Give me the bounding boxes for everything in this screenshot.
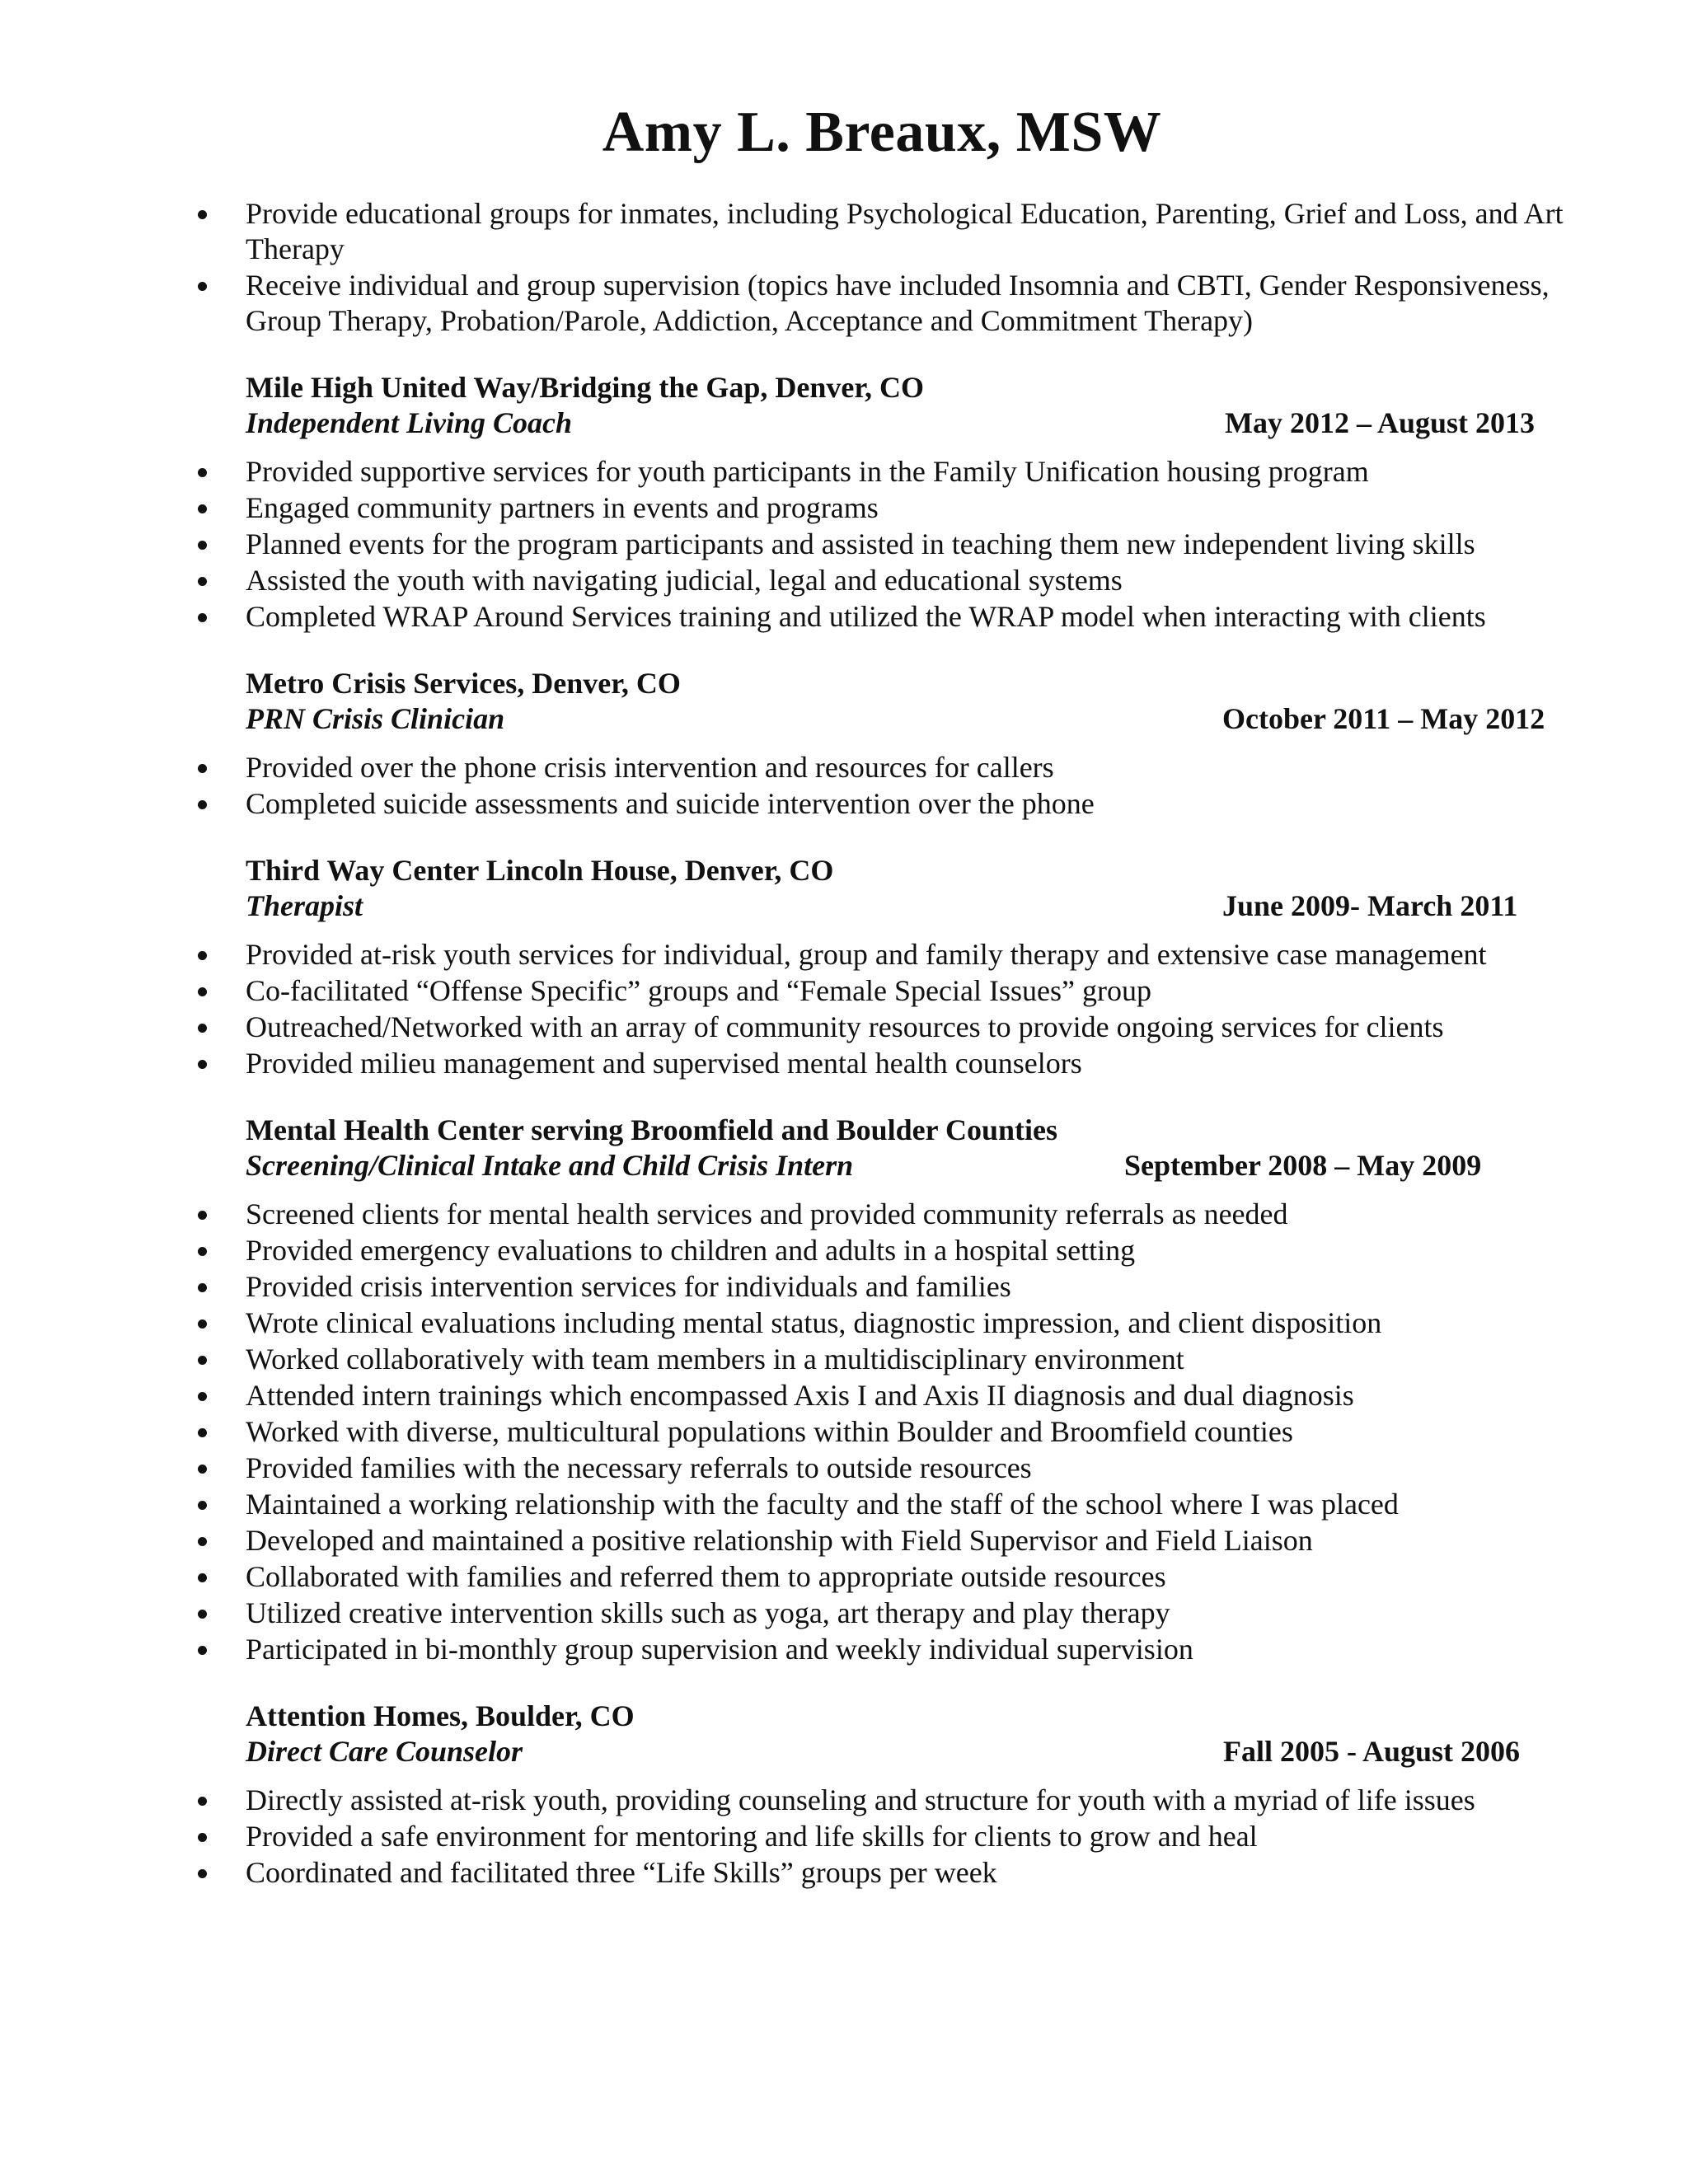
list-item: Provided a safe environment for mentoring and life skills for clients to grow and heal <box>0 1819 1688 1854</box>
bullet-dot-icon <box>198 764 207 773</box>
list-item: Maintained a working relationship with the faculty and the staff of the school where I was placed <box>0 1487 1688 1522</box>
candidate-name: Amy L. Breaux, MSW <box>602 101 1162 164</box>
employment-dates: May 2012 – August 2013 <box>1225 406 1536 439</box>
job-title: Therapist <box>246 889 363 922</box>
bullet-dot-icon <box>198 577 207 586</box>
role-line <box>0 701 1688 737</box>
bullet-dot-icon <box>198 1610 207 1619</box>
list-item: Engaged community partners in events and programs <box>0 490 1688 526</box>
list-item: Provided emergency evaluations to children and adults in a hospital setting <box>0 1233 1688 1268</box>
bullet-dot-icon <box>198 1211 207 1220</box>
employer-name: Third Way Center Lincoln House, Denver, CO <box>246 854 834 887</box>
bullet-dot-icon <box>198 1392 207 1401</box>
list-item: Directly assisted at-risk youth, providing counseling and structure for youth with a myriad of life issues <box>0 1783 1688 1818</box>
role-line <box>0 1148 1688 1183</box>
list-item: Provided crisis intervention services for individuals and families <box>0 1269 1688 1305</box>
list-item: Developed and maintained a positive relationship with Field Supervisor and Field Liaison <box>0 1523 1688 1558</box>
list-item: Planned events for the program participants and assisted in teaching them new independent living skills <box>0 527 1688 562</box>
list-item: Co-facilitated “Offense Specific” groups and “Female Special Issues” group <box>0 973 1688 1009</box>
employment-dates: June 2009- March 2011 <box>1222 889 1518 922</box>
bullet-dot-icon <box>198 1646 207 1655</box>
bullet-dot-icon <box>198 504 207 513</box>
employer-name: Attention Homes, Boulder, CO <box>246 1699 635 1732</box>
list-item: Wrote clinical evaluations including mental status, diagnostic impression, and client disposition <box>0 1305 1688 1341</box>
list-item: Worked collaboratively with team members in a multidisciplinary environment <box>0 1342 1688 1377</box>
list-item: Outreached/Networked with an array of community resources to provide ongoing services for clients <box>0 1010 1688 1045</box>
list-item: Collaborated with families and referred them to appropriate outside resources <box>0 1559 1688 1595</box>
bullet-dot-icon <box>198 1319 207 1329</box>
list-item: Screened clients for mental health services and provided community referrals as needed <box>0 1197 1688 1232</box>
bullet-dot-icon <box>198 987 207 996</box>
bullet-dot-icon <box>198 1537 207 1546</box>
role-line <box>0 1734 1688 1769</box>
bullet-dot-icon <box>198 1356 207 1365</box>
list-item: Completed WRAP Around Services training and utilized the WRAP model when interacting with clients <box>0 599 1688 635</box>
job-title: Direct Care Counselor <box>246 1735 523 1768</box>
bullet-dot-icon <box>198 951 207 960</box>
bullet-dot-icon <box>198 282 207 291</box>
bullet-dot-icon <box>198 1869 207 1878</box>
employer-name: Metro Crisis Services, Denver, CO <box>246 667 681 700</box>
list-item: Completed suicide assessments and suicide intervention over the phone <box>0 786 1688 822</box>
job-entry <box>0 1699 1688 1769</box>
job-bullet-list <box>0 1197 1688 1667</box>
list-item: Receive individual and group supervision (topics have included Insomnia and CBTI, Gender Responsiveness, Group Therapy, Probation/Parole, Addiction, Acceptance and Commitment Therapy) <box>0 268 1688 339</box>
intro-bullet-list <box>0 196 1688 339</box>
list-item: Assisted the youth with navigating judicial, legal and educational systems <box>0 563 1688 598</box>
bullet-dot-icon <box>198 1428 207 1437</box>
employer-name: Mile High United Way/Bridging the Gap, Denver, CO <box>246 371 925 404</box>
job-title: Screening/Clinical Intake and Child Crisis Intern <box>246 1149 854 1182</box>
list-item: Provided supportive services for youth participants in the Family Unification housing program <box>0 454 1688 490</box>
bullet-dot-icon <box>198 1247 207 1256</box>
job-bullet-list <box>0 454 1688 635</box>
bullet-dot-icon <box>198 541 207 550</box>
list-item: Provided families with the necessary referrals to outside resources <box>0 1451 1688 1486</box>
role-line <box>0 888 1688 924</box>
bullet-dot-icon <box>198 1060 207 1069</box>
job-bullet-list <box>0 1783 1688 1891</box>
bullet-dot-icon <box>198 613 207 622</box>
job-title: PRN Crisis Clinician <box>246 702 505 735</box>
list-item: Attended intern trainings which encompassed Axis I and Axis II diagnosis and dual diagnosis <box>0 1378 1688 1413</box>
job-entry <box>0 1113 1688 1183</box>
job-bullet-list <box>0 937 1688 1081</box>
list-item: Provided milieu management and supervised mental health counselors <box>0 1046 1688 1081</box>
job-entry <box>0 370 1688 441</box>
bullet-dot-icon <box>198 1797 207 1806</box>
list-item: Provided over the phone crisis intervention and resources for callers <box>0 750 1688 785</box>
employment-dates: Fall 2005 - August 2006 <box>1223 1735 1521 1768</box>
role-line <box>0 405 1688 441</box>
list-item: Coordinated and facilitated three “Life Skills” groups per week <box>0 1855 1688 1891</box>
bullet-dot-icon <box>198 1573 207 1582</box>
bullet-dot-icon <box>198 800 207 809</box>
bullet-dot-icon <box>198 1501 207 1510</box>
bullet-dot-icon <box>198 468 207 477</box>
bullet-dot-icon <box>198 1833 207 1842</box>
employer-name: Mental Health Center serving Broomfield and Boulder Counties <box>246 1113 1057 1146</box>
list-item: Provide educational groups for inmates, including Psychological Education, Parenting, Grief and Loss, and Art Therapy <box>0 196 1688 267</box>
resume-body <box>0 196 1688 1891</box>
employment-dates: September 2008 – May 2009 <box>1124 1149 1482 1182</box>
job-entry <box>0 666 1688 737</box>
bullet-dot-icon <box>198 210 207 219</box>
employment-dates: October 2011 – May 2012 <box>1222 702 1545 735</box>
list-item: Participated in bi-monthly group supervision and weekly individual supervision <box>0 1632 1688 1667</box>
list-item: Utilized creative intervention skills such as yoga, art therapy and play therapy <box>0 1596 1688 1631</box>
list-item: Worked with diverse, multicultural populations within Boulder and Broomfield counties <box>0 1414 1688 1450</box>
job-entry <box>0 853 1688 924</box>
bullet-dot-icon <box>198 1024 207 1033</box>
bullet-dot-icon <box>198 1283 207 1292</box>
job-bullet-list <box>0 750 1688 822</box>
list-item: Provided at-risk youth services for individual, group and family therapy and extensive case management <box>0 937 1688 972</box>
bullet-dot-icon <box>198 1465 207 1474</box>
job-title: Independent Living Coach <box>246 406 573 439</box>
